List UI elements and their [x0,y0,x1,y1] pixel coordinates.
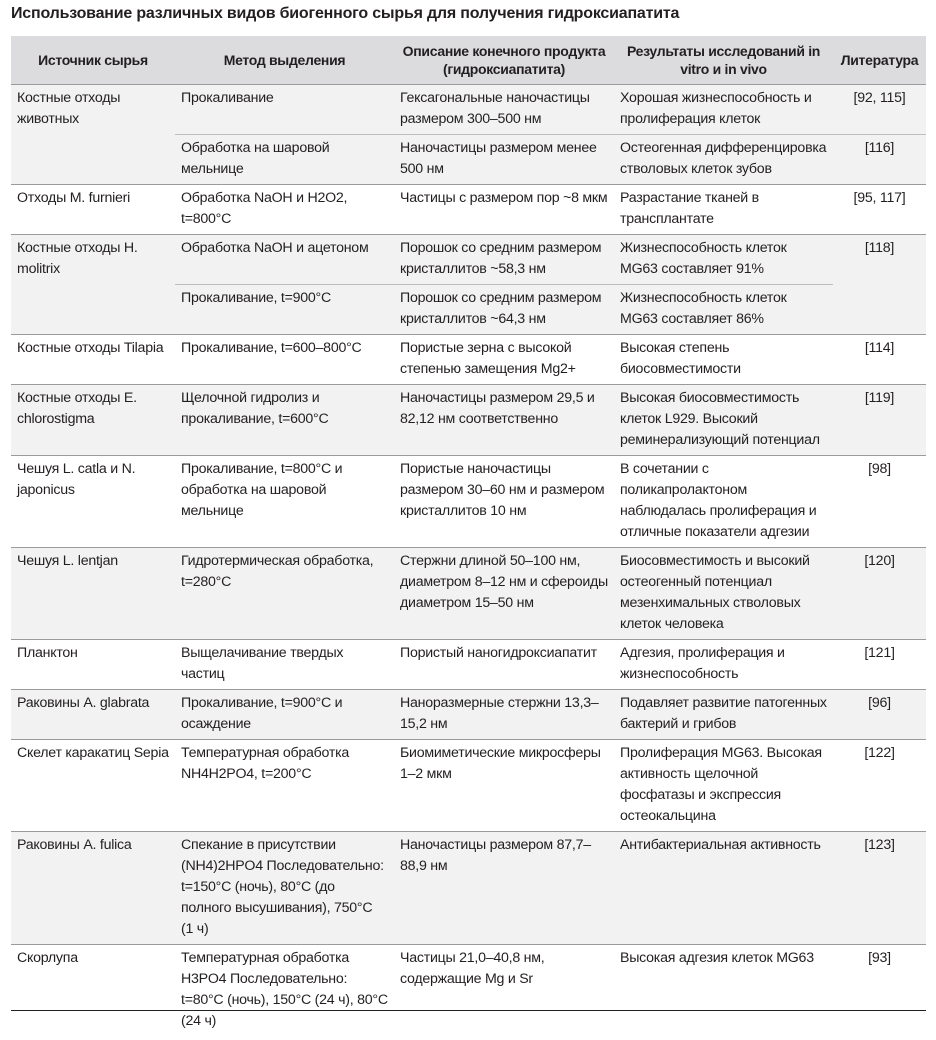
cell-product: Пористый наногидроксиапатит [394,639,614,689]
table-row [11,84,926,134]
cell-method: Щелочной гидролиз и прокаливание, t=600°C [175,384,394,455]
cell-refs: [119] [833,384,926,455]
cell-method: Прокаливание, t=900°C и осаждение [175,689,394,739]
cell-results: Пролиферация MG63. Высокая активность щелочной фосфатазы и экспрессия остеокальцина [614,739,833,831]
cell-product: Частицы с размером пор ~8 мкм [394,184,614,234]
cell-source: Скорлупа [11,944,175,1040]
cell-results: Высокая адгезия клеток MG63 [614,944,833,1040]
table-row [11,739,926,831]
cell-method: Температурная обработка H3PO4 Последовательно: t=80°C (ночь), 150°C (24 ч), 80°C (24 ч) [175,944,394,1040]
table-row [11,831,926,944]
cell-source: Костные отходы Tilapia [11,334,175,384]
cell-product: Стержни длиной 50–100 нм, диаметром 8–12 нм и сфероиды диаметром 15–50 нм [394,547,614,639]
cell-product: Пористые зерна с высокой степенью замещения Mg2+ [394,334,614,384]
cell-method: Гидротермическая обработка, t=280°C [175,547,394,639]
cell-results: Жизнеспособность клеток MG63 составляет 91% [614,234,833,284]
cell-results: В сочетании с поликапролактоном наблюдалась пролиферация и отличные показатели адгезии [614,455,833,547]
table-title: Использование различных видов биогенного сырья для получения гидроксиапатита [11,5,680,22]
cell-product: Гексагональные наночастицы размером 300–500 нм [394,84,614,134]
header-product: Описание конечного продукта (гидроксиапатита) [402,42,606,77]
cell-method: Обработка на шаровой мельнице [175,134,394,184]
cell-refs: [121] [833,639,926,689]
cell-refs: [92, 115] [833,84,926,134]
cell-source: Скелет каракатиц Sepia [11,739,175,831]
cell-method: Прокаливание, t=900°C [175,284,394,334]
cell-method: Спекание в присутствии (NH4)2HPO4 Последовательно: t=150°C (ночь), 80°C (до полного высушивания), 750°C (1 ч) [175,831,394,944]
cell-results: Жизнеспособность клеток MG63 составляет 86% [614,284,833,334]
cell-product: Пористые наночастицы размером 30–60 нм и размером кристаллитов 10 нм [394,455,614,547]
cell-product: Порошок со средним размером кристаллитов ~58,3 нм [394,234,614,284]
cell-product: Наноразмерные стержни 13,3–15,2 нм [394,689,614,739]
bottom-rule [11,1010,926,1011]
table-row [11,384,926,455]
header-row [11,36,926,84]
header-results: Результаты исследований in vitro и in vivo [626,42,821,77]
cell-results: Антибактериальная активность [614,831,833,944]
cell-method: Прокаливание, t=600–800°C [175,334,394,384]
cell-results: Хорошая жизнеспособность и пролиферация клеток [614,84,833,134]
cell-results: Адгезия, пролиферация и жизнеспособность [614,639,833,689]
header-method: Метод выделения [223,51,346,68]
cell-results: Высокая степень биосовместимости [614,334,833,384]
cell-source: Чешуя L. catla и N. japonicus [11,455,175,547]
cell-product: Наночастицы размером 87,7–88,9 нм [394,831,614,944]
cell-method: Обработка NaOH и H2O2, t=800°C [175,184,394,234]
cell-refs: [95, 117] [833,184,926,234]
cell-source: Раковины A. fulica [11,831,175,944]
cell-product: Порошок со средним размером кристаллитов ~64,3 нм [394,284,614,334]
table-row [11,689,926,739]
table-row [11,547,926,639]
cell-refs: [116] [833,134,926,184]
cell-method: Выщелачивание твердых частиц [175,639,394,689]
cell-results: Высокая биосовместимость клеток L929. Высокий реминерализующий потенциал [614,384,833,455]
cell-refs: [98] [833,455,926,547]
cell-refs: [96] [833,689,926,739]
header-source: Источник сырья [38,51,148,68]
cell-refs: [93] [833,944,926,1040]
table-row [11,639,926,689]
cell-method: Обработка NaOH и ацетоном [175,234,394,284]
cell-refs: [120] [833,547,926,639]
cell-source: Костные отходы H. molitrix [11,234,175,334]
cell-results: Подавляет развитие патогенных бактерий и грибов [614,689,833,739]
table-row [11,184,926,234]
cell-source: Отходы M. furnieri [11,184,175,234]
cell-product: Частицы 21,0–40,8 нм, содержащие Mg и Sr [394,944,614,1040]
table-row [11,234,926,284]
cell-method: Прокаливание, t=800°C и обработка на шаровой мельнице [175,455,394,547]
cell-source: Планктон [11,639,175,689]
cell-product: Наночастицы размером 29,5 и 82,12 нм соответственно [394,384,614,455]
cell-refs: [118] [833,234,926,334]
cell-product: Биомиметические микросферы 1–2 мкм [394,739,614,831]
table-row [11,334,926,384]
header-refs: Литература [840,51,919,68]
table-row [11,455,926,547]
data-table [11,36,926,1040]
table-row [11,944,926,1040]
cell-source: Костные отходы животных [11,84,175,184]
cell-product: Наночастицы размером менее 500 нм [394,134,614,184]
cell-results: Разрастание тканей в трансплантате [614,184,833,234]
cell-method: Температурная обработка NH4H2PO4, t=200°C [175,739,394,831]
cell-refs: [122] [833,739,926,831]
cell-source: Чешуя L. lentjan [11,547,175,639]
cell-refs: [123] [833,831,926,944]
cell-refs: [114] [833,334,926,384]
cell-results: Биосовместимость и высокий остеогенный потенциал мезенхимальных стволовых клеток человека [614,547,833,639]
cell-source: Раковины A. glabrata [11,689,175,739]
cell-source: Костные отходы E. chlorostigma [11,384,175,455]
cell-results: Остеогенная дифференцировка стволовых клеток зубов [614,134,833,184]
cell-method: Прокаливание [175,84,394,134]
